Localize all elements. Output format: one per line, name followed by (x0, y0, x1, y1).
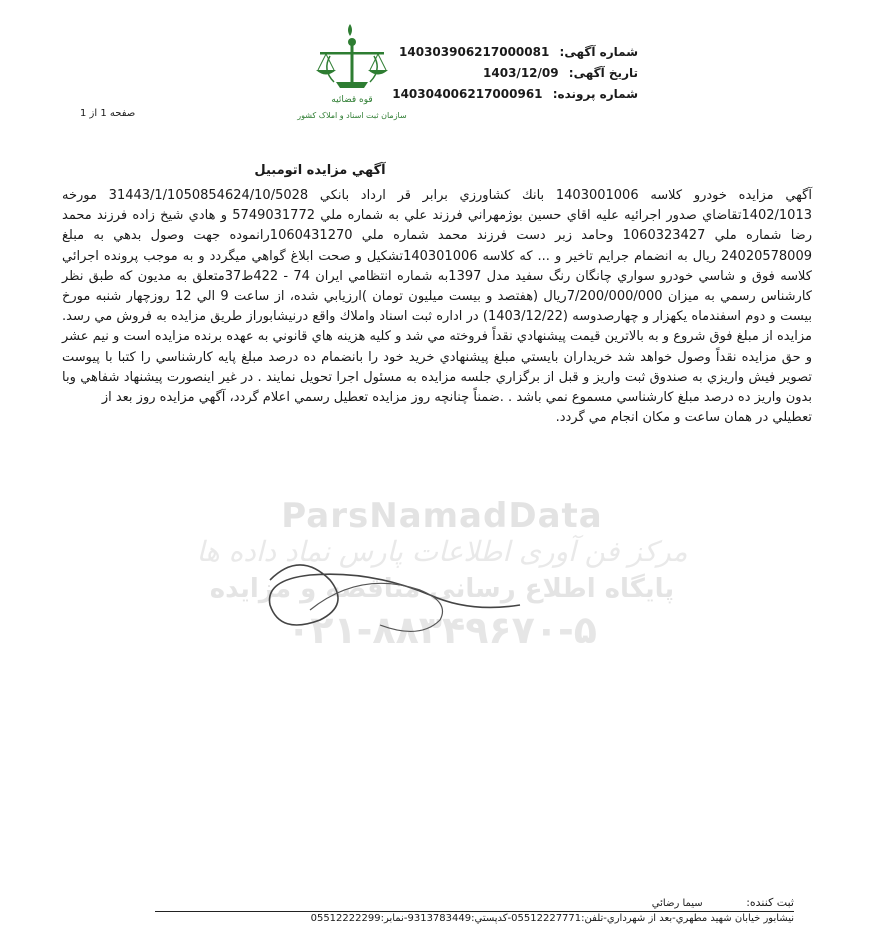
signature-scribble (250, 540, 550, 650)
registrar-label: ثبت كننده: (746, 896, 794, 909)
notice-number-label: شماره آگهی: (559, 45, 638, 59)
watermark-brand: ParsNamadData (281, 496, 603, 536)
notice-date-label: تاریخ آگهی: (568, 66, 638, 80)
emblem-caption-top: قوه قضائیه (331, 95, 373, 105)
case-number-value: 140304006217000961 (392, 87, 543, 101)
notice-body-last-line: تعطيلي در همان ساعت و مكان انجام مي گردد. (555, 410, 812, 426)
registrar-name: سيما رضائي (651, 898, 703, 909)
registrar-row (652, 896, 794, 909)
notice-number-row (378, 42, 638, 63)
notice-title: آگهي مزايده اتومبيل (254, 163, 386, 178)
notice-body-text: آگهي مزايده خودرو كلاسه 1403001006 بانك كشاورزي برابر قر ارداد بانكي 31443/1/1050854624/10/5028 مورخه 1402/1013تقاضاي صدور اجرائيه عليه اقاي حسين بوژمهراني فرزند علي به شماره ملي 5749031772 و هادي شيخ زاده فرزند محمد رضا شماره ملي 1060323427 وحامد زبر دست فرزند محمد شماره ملي 1060431270رانموده جهت وصول بدهي به مبلغ 24020578009 ريال به انضمام جرايم تاخير و ... كه كلاسه 140301006تشكيل و صحت ابلاغ گواهي ميگردد و به موجب پرونده اجرائي كلاسه فوق و شاسي خودرو سواري چانگان رنگ سفيد مدل 1397به شماره انتظامي ايران 74 - 422ط37متعلق به مديون كه طبق نظر كارشناس رسمي به ميزان 7/200/000/000ريال (هفتصد و بيست ميليون تومان )ارزيابي شده، از ساعت 9 الي 12 روزچهار شنبه مورخ بيست و دوم اسفندماه يكهزار و چهارصدوسه (1403/12/22) در اداره ثبت اسناد واملاك واقع درنيشابوراز طريق مزايده به فروش مي رسد. مزايده از مبلغ فوق شروع و به بالاترين قيمت پيشنهادي نقداً فروخته مي شد و كليه هزينه هاي قانوني به عهده برنده مزايده است و نيم عشر و حق مزايده نقداً وصول خواهد شد خريداران بايستي مبلغ پيشنهادي خريد خود را بانضمام ده درصد مبلغ پايه كارشناسي را كتبا با پيوست تصوير فيش واريزي به صندوق ثبت واريز و قبل از برگزاري جلسه مزايده به مسئول اجرا تحويل نمايند . در غير اينصورت پيشنهاد شفاهي وبا بدون واريز ده درصد مبلغ كارشناسي مسموع نمي باشد . .ضمناً چنانچه روز مزايده تعطيل رسمي اعلام گردد، آگهي مزايده روز بعد از (62, 188, 812, 406)
footer-divider (155, 911, 794, 912)
notice-info-block (378, 42, 638, 105)
notice-body (62, 186, 812, 428)
case-number-row (378, 84, 638, 105)
notice-date-row (378, 63, 638, 84)
page-number: صفحه 1 از 1 (80, 108, 136, 119)
footer-address: نيشابور خيابان شهيد مطهري-بعد از شهرداري-تلفن:05512227771-كدپستي:9313783449-نمابر:05512222299 (310, 913, 794, 924)
case-number-label: شماره پرونده: (552, 87, 638, 101)
watermark-line-2: پایگاه اطلاع رسانی مناقصه و مزایده (209, 574, 675, 604)
watermark-phone: ۰۲۱-۸۸۳۴۹۶۷۰-۵ (287, 608, 597, 652)
notice-date-value: 1403/12/09 (483, 66, 559, 80)
emblem-caption-bottom: سازمان ثبت اسناد و املاک کشور (297, 111, 407, 120)
watermark-line-1: مرکز فن آوری اطلاعات پارس نماد داده ها (196, 535, 688, 568)
notice-number-value: 140303906217000081 (399, 45, 550, 59)
